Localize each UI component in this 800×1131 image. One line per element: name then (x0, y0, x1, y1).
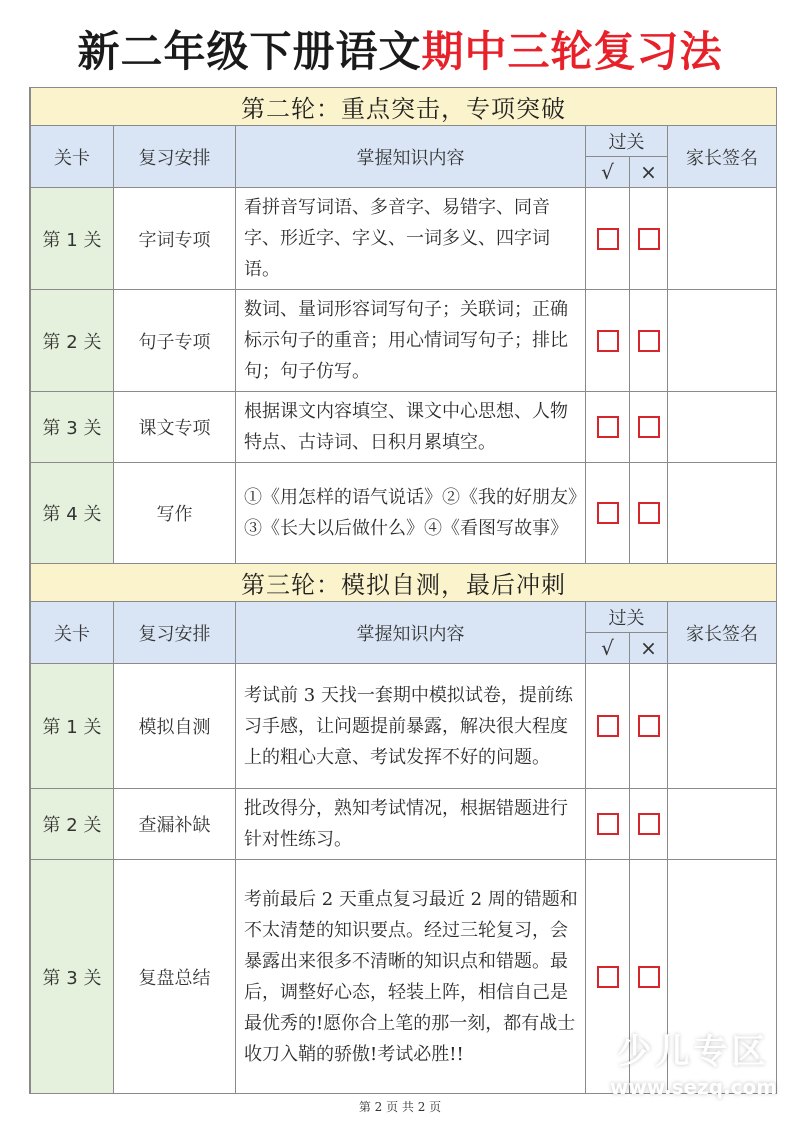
content-cell: 考前最后 2 天重点复习最近 2 周的错题和不太清楚的知识要点。经过三轮复习，会暴露出来很多不清晰的知识点和错题。最后，调整好心态，轻装上阵，相信自己是最优秀的!愿你合上笔的那一刻，都有战士收刀入鞘的骄傲!考试必胜!! (236, 860, 586, 1094)
header-pass-yes: √ (586, 633, 630, 664)
pass-yes-checkbox[interactable] (597, 813, 619, 835)
pass-no-cell (630, 290, 668, 392)
pass-no-checkbox[interactable] (638, 813, 660, 835)
header-pass: 过关 (586, 602, 668, 633)
header-content: 掌握知识内容 (236, 126, 586, 188)
header-row (31, 126, 777, 157)
header-level: 关卡 (31, 602, 114, 664)
title-main: 新二年级下册语文 (77, 27, 422, 76)
parent-sign-field[interactable] (668, 290, 777, 392)
level-cell: 第 1 关 (31, 664, 114, 789)
table-row (31, 188, 777, 290)
pass-no-cell (630, 188, 668, 290)
level-cell: 第 3 关 (31, 860, 114, 1094)
table-row (31, 290, 777, 392)
content-cell: 看拼音写词语、多音字、易错字、同音字、形近字、字义、一词多义、四字词语。 (236, 188, 586, 290)
pass-no-cell (630, 463, 668, 564)
pass-yes-cell (586, 392, 630, 463)
parent-sign-field[interactable] (668, 392, 777, 463)
pass-no-checkbox[interactable] (638, 416, 660, 438)
header-pass: 过关 (586, 126, 668, 157)
plan-cell: 句子专项 (114, 290, 236, 392)
table-row (31, 789, 777, 860)
pass-yes-checkbox[interactable] (597, 228, 619, 250)
header-sign: 家长签名 (668, 126, 777, 188)
plan-cell: 模拟自测 (114, 664, 236, 789)
watermark-url: www.sezq.com (609, 1075, 778, 1099)
pass-yes-cell (586, 664, 630, 789)
header-plan: 复习安排 (114, 602, 236, 664)
pass-yes-checkbox[interactable] (597, 330, 619, 352)
header-plan: 复习安排 (114, 126, 236, 188)
header-pass-no: × (630, 633, 668, 664)
page-title (0, 22, 800, 82)
plan-cell: 课文专项 (114, 392, 236, 463)
header-level: 关卡 (31, 126, 114, 188)
header-pass-no: × (630, 157, 668, 188)
content-cell: 批改得分，熟知考试情况，根据错题进行针对性练习。 (236, 789, 586, 860)
header-sign: 家长签名 (668, 602, 777, 664)
review-table (30, 87, 777, 1094)
pass-no-checkbox[interactable] (638, 330, 660, 352)
level-cell: 第 3 关 (31, 392, 114, 463)
review-sheet (29, 87, 777, 1094)
pass-yes-cell (586, 188, 630, 290)
plan-cell: 写作 (114, 463, 236, 564)
plan-cell: 查漏补缺 (114, 789, 236, 860)
content-cell: 根据课文内容填空、课文中心思想、人物特点、古诗词、日积月累填空。 (236, 392, 586, 463)
pass-no-checkbox[interactable] (638, 228, 660, 250)
level-cell: 第 4 关 (31, 463, 114, 564)
pass-no-checkbox[interactable] (638, 715, 660, 737)
plan-cell: 复盘总结 (114, 860, 236, 1094)
pass-yes-cell (586, 789, 630, 860)
pass-no-checkbox[interactable] (638, 502, 660, 524)
content-cell: 考试前 3 天找一套期中模拟试卷，提前练习手感，让问题提前暴露，解决很大程度上的粗心大意、考试发挥不好的问题。 (236, 664, 586, 789)
content-cell: 数词、量词形容词写句子；关联词；正确标示句子的重音；用心情词写句子；排比句；句子仿写。 (236, 290, 586, 392)
header-content: 掌握知识内容 (236, 602, 586, 664)
level-cell: 第 1 关 (31, 188, 114, 290)
table-row (31, 463, 777, 564)
parent-sign-field[interactable] (668, 188, 777, 290)
pass-yes-checkbox[interactable] (597, 502, 619, 524)
watermark (596, 1030, 791, 1100)
parent-sign-field[interactable] (668, 789, 777, 860)
pass-no-cell (630, 664, 668, 789)
round-heading-row (31, 88, 777, 126)
table-row (31, 664, 777, 789)
pass-yes-cell (586, 290, 630, 392)
level-cell: 第 2 关 (31, 290, 114, 392)
parent-sign-field[interactable] (668, 463, 777, 564)
pass-yes-checkbox[interactable] (597, 966, 619, 988)
pass-yes-cell (586, 463, 630, 564)
header-row (31, 602, 777, 633)
header-pass-yes: √ (586, 157, 630, 188)
table-row (31, 392, 777, 463)
level-cell: 第 2 关 (31, 789, 114, 860)
content-cell: ①《用怎样的语气说话》②《我的好朋友》③《长大以后做什么》④《看图写故事》 (236, 463, 586, 564)
pass-yes-checkbox[interactable] (597, 715, 619, 737)
pass-yes-checkbox[interactable] (597, 416, 619, 438)
round-heading: 第三轮：模拟自测，最后冲刺 (31, 564, 777, 602)
title-highlight: 期中三轮复习法 (421, 27, 723, 76)
watermark-logo: 少儿专区 (617, 1032, 770, 1072)
pass-no-cell (630, 789, 668, 860)
plan-cell: 字词专项 (114, 188, 236, 290)
round-heading: 第二轮：重点突击，专项突破 (31, 88, 777, 126)
pass-no-checkbox[interactable] (638, 966, 660, 988)
round-heading-row (31, 564, 777, 602)
page-number: 第 2 页 共 2 页 (358, 1100, 442, 1114)
parent-sign-field[interactable] (668, 664, 777, 789)
pass-no-cell (630, 392, 668, 463)
